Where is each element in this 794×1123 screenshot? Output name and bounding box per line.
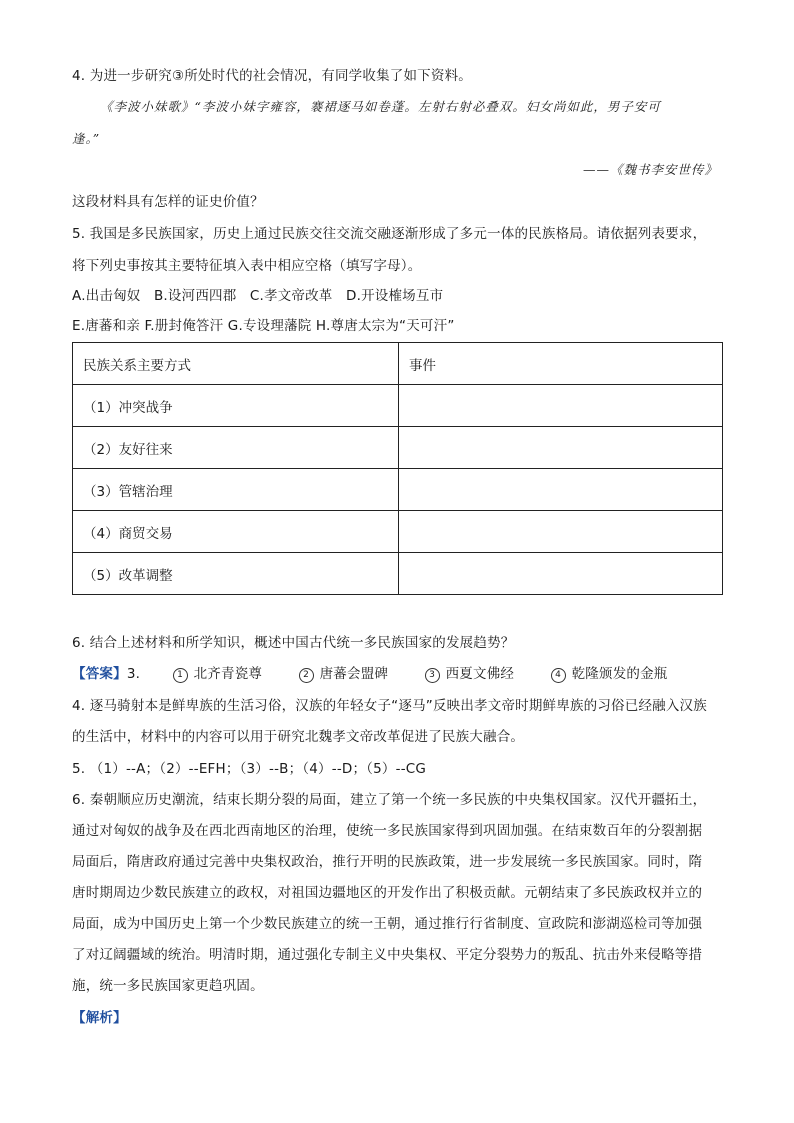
- answer-6-line: 了对辽阔疆域的统治。明清时期，通过强化专制主义中央集权、平定分裂势力的叛乱、抗击外来侵略等措: [72, 947, 703, 963]
- table-row-value: [399, 427, 723, 469]
- q5-prompt-line2: 将下列史事按其主要特征填入表中相应空格（填写字母）。: [72, 258, 422, 274]
- circled-number-icon: 3: [425, 668, 440, 683]
- table-row-value: [399, 469, 723, 511]
- answer-6-line: 唐时期周边少数民族建立的政权，对祖国边疆地区的开发作出了积极贡献。元朝结束了多民族政权并立的: [72, 885, 703, 901]
- table-row: [73, 511, 723, 553]
- q5-options-line1: A.出击匈奴 B.设河西四郡 C.孝文帝改革 D.开设榷场互市: [72, 288, 444, 304]
- q4-quote-line1: 《李波小妹歌》“李波小妹字雍容，褰裙逐马如卷蓬。左射右射必叠双。妇女尚如此，男子安可: [100, 99, 661, 114]
- circled-number-icon: 1: [173, 668, 188, 683]
- q5-options-line2: E.唐蕃和亲 F.册封俺答汗 G.专设理藩院 H.尊唐太宗为“天可汗”: [72, 318, 455, 334]
- table-row: [73, 427, 723, 469]
- table-row-label: （3）管辖治理: [73, 469, 399, 511]
- answer-3-prefix: 3.: [126, 666, 141, 682]
- table-row-value: [399, 553, 723, 595]
- table-row: [73, 469, 723, 511]
- table-row-label: （4）商贸交易: [73, 511, 399, 553]
- circled-number-icon: 4: [551, 668, 566, 683]
- q4-prompt: 4. 为进一步研究③所处时代的社会情况，有同学收集了如下资料。: [72, 68, 472, 84]
- answer-3-item: 3 西夏文佛经: [425, 664, 515, 684]
- answer-4-line2: 的生活中，材料中的内容可以用于研究北魏孝文帝改革促进了民族大融合。: [72, 729, 525, 745]
- answer-5: 5. （1）--A；（2）--EFH；（3）--B；（4）--D；（5）--CG: [72, 761, 427, 777]
- answer-6-line: 局面，成为中国历史上第一个少数民族建立的统一王朝，通过推行行省制度、宣政院和澎湖巡检司等加强: [72, 916, 703, 932]
- q5-prompt-line1: 5. 我国是多民族国家，历史上通过民族交往交流交融逐渐形成了多元一体的民族格局。请依据列表要求，: [72, 226, 707, 242]
- table-row: [73, 385, 723, 427]
- table-header-event: 事件: [399, 343, 723, 385]
- table-row: [73, 553, 723, 595]
- answer-6-line: 6. 秦朝顺应历史潮流，结束长期分裂的局面，建立了第一个统一多民族的中央集权国家。汉代开疆拓土，: [72, 792, 707, 808]
- q4-source: ——《魏书李安世传》: [582, 162, 718, 177]
- table-header-mode: 民族关系主要方式: [73, 343, 399, 385]
- q4-question: 这段材料具有怎样的证史价值？: [72, 194, 264, 210]
- answer-3-line: [72, 664, 668, 684]
- table-header-row: [73, 343, 723, 385]
- q4-quote-line2: 逢。”: [72, 131, 101, 146]
- table-row-value: [399, 385, 723, 427]
- answer-3-item: 2 唐蕃会盟碑: [299, 664, 389, 684]
- answer-6-line: 通过对匈奴的战争及在西北西南地区的治理，使统一多民族国家得到巩固加强。在结束数百年的分裂割据: [72, 823, 703, 839]
- events-table: [72, 342, 723, 595]
- answer-3-item: 1 北齐青瓷尊: [173, 664, 263, 684]
- table-row-label: （1）冲突战争: [73, 385, 399, 427]
- answer-6-line: 施，统一多民族国家更趋巩固。: [72, 978, 264, 994]
- table-row-label: （5）改革调整: [73, 553, 399, 595]
- answer-6-line: 局面后，隋唐政府通过完善中央集权政治，推行开明的民族政策，进一步发展统一多民族国家。同时，隋: [72, 854, 703, 870]
- answer-3-item: 4 乾隆颁发的金瓶: [551, 664, 668, 684]
- table-row-value: [399, 511, 723, 553]
- circled-number-icon: 2: [299, 668, 314, 683]
- answer-tag: 【答案】: [72, 666, 127, 682]
- table-row-label: （2）友好往来: [73, 427, 399, 469]
- q6-prompt: 6. 结合上述材料和所学知识，概述中国古代统一多民族国家的发展趋势？: [72, 635, 515, 651]
- analysis-tag: 【解析】: [72, 1010, 127, 1026]
- answer-4-line1: 4. 逐马骑射本是鲜卑族的生活习俗，汉族的年轻女子“逐马”反映出孝文帝时期鲜卑族的习俗已经融入汉族: [72, 698, 707, 714]
